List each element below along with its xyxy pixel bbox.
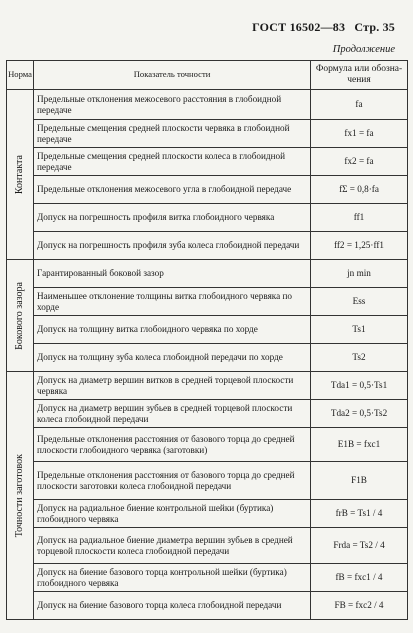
indicator-cell: Гарантированный боковой зазор (34, 260, 311, 288)
indicator-cell: Допуск на погрешность профиля витка глобоидного червяка (34, 204, 311, 232)
table-row (7, 372, 408, 400)
formula-cell: ff2 = 1,25·ff1 (311, 232, 408, 260)
formula-cell: Tda2 = 0,5·Ts2 (311, 400, 408, 428)
indicator-cell: Наименьшее отклонение толщины витка глобоидного червяка по хорде (34, 288, 311, 316)
formula-cell: frB = Ts1 / 4 (311, 500, 408, 528)
table-row (7, 232, 408, 260)
table-row (7, 288, 408, 316)
table-body (7, 90, 408, 620)
norm-label: Контакта (14, 154, 26, 195)
indicator-cell: Допуск на толщину витка глобоидного червяка по хорде (34, 316, 311, 344)
formula-cell: jn min (311, 260, 408, 288)
indicator-cell: Предельные смещения средней плоскости колеса в глобоидной передаче (34, 148, 311, 176)
indicator-cell: Допуск на диаметр вершин витков в средней торцевой плоскости червяка (34, 372, 311, 400)
page-number: Стр. 35 (354, 20, 395, 34)
table-row (7, 260, 408, 288)
indicator-cell: Допуск на биение базового торца колеса глобоидной передачи (34, 592, 311, 620)
indicator-cell: Допуск на толщину зуба колеса глобоидной передачи по хорде (34, 344, 311, 372)
formula-cell: fx1 = fa (311, 120, 408, 148)
norm-cell (7, 90, 34, 260)
formula-cell: E1B = fxc1 (311, 428, 408, 462)
norm-label: Бокового зазора (14, 281, 26, 350)
table-row (7, 90, 408, 120)
table-row (7, 204, 408, 232)
table-row (7, 316, 408, 344)
table-row (7, 148, 408, 176)
formula-cell: fx2 = fa (311, 148, 408, 176)
table-row (7, 344, 408, 372)
norm-cell (7, 260, 34, 372)
formula-cell: ff1 (311, 204, 408, 232)
accuracy-table (6, 60, 408, 620)
formula-cell: Ts1 (311, 316, 408, 344)
table-row (7, 428, 408, 462)
indicator-cell: Допуск на диаметр вершин зубьев в средней торцевой плоскости колеса глобоидной передачи (34, 400, 311, 428)
formula-cell: Frda = Ts2 / 4 (311, 528, 408, 564)
formula-cell: fΣ = 0,8·fa (311, 176, 408, 204)
indicator-cell: Предельные отклонения расстояния от базового торца до средней плоскости заготовки колеса глобоидной передачи (34, 462, 311, 500)
indicator-cell: Предельные отклонения межосевого угла в глобоидной передаче (34, 176, 311, 204)
table-row (7, 120, 408, 148)
formula-cell: fa (311, 90, 408, 120)
continued-label: Продолжение (332, 44, 395, 55)
table-header-row (7, 61, 408, 90)
norm-cell (7, 372, 34, 620)
column-header-indicator: Показатель точности (34, 61, 311, 90)
indicator-cell: Допуск на биение базового торца контрольной шейки (буртика) глобоидного червяка (34, 564, 311, 592)
page-header (246, 20, 395, 35)
standard-number: ГОСТ 16502—83 (252, 20, 346, 34)
indicator-cell: Предельные смещения средней плоскости червяка в глобоидной передаче (34, 120, 311, 148)
indicator-cell: Предельные отклонения расстояния от базового торца до средней плоскости глобоидного червяка (заготовки) (34, 428, 311, 462)
column-header-formula: Формула или обозна- чения (311, 61, 408, 90)
formula-cell: Ess (311, 288, 408, 316)
table-row (7, 462, 408, 500)
formula-cell: fB = fxc1 / 4 (311, 564, 408, 592)
indicator-cell: Допуск на радиальное биение диаметра вершин зубьев в средней торцевой плоскости колеса глобоидной передачи (34, 528, 311, 564)
table-row (7, 564, 408, 592)
table-row (7, 176, 408, 204)
formula-cell: FB = fxc2 / 4 (311, 592, 408, 620)
norm-label: Точности заготовок (14, 453, 26, 538)
table-row (7, 500, 408, 528)
formula-cell: Ts2 (311, 344, 408, 372)
indicator-cell: Допуск на погрешность профиля зуба колеса глобоидной передачи (34, 232, 311, 260)
formula-cell: Tda1 = 0,5·Ts1 (311, 372, 408, 400)
table-row (7, 592, 408, 620)
table-row (7, 528, 408, 564)
indicator-cell: Допуск на радиальное биение контрольной шейки (буртика) глобоидного червяка (34, 500, 311, 528)
indicator-cell: Предельные отклонения межосевого расстояния в глобоидной передаче (34, 90, 311, 120)
column-header-norm: Норма (7, 61, 34, 90)
formula-cell: F1B (311, 462, 408, 500)
table-row (7, 400, 408, 428)
